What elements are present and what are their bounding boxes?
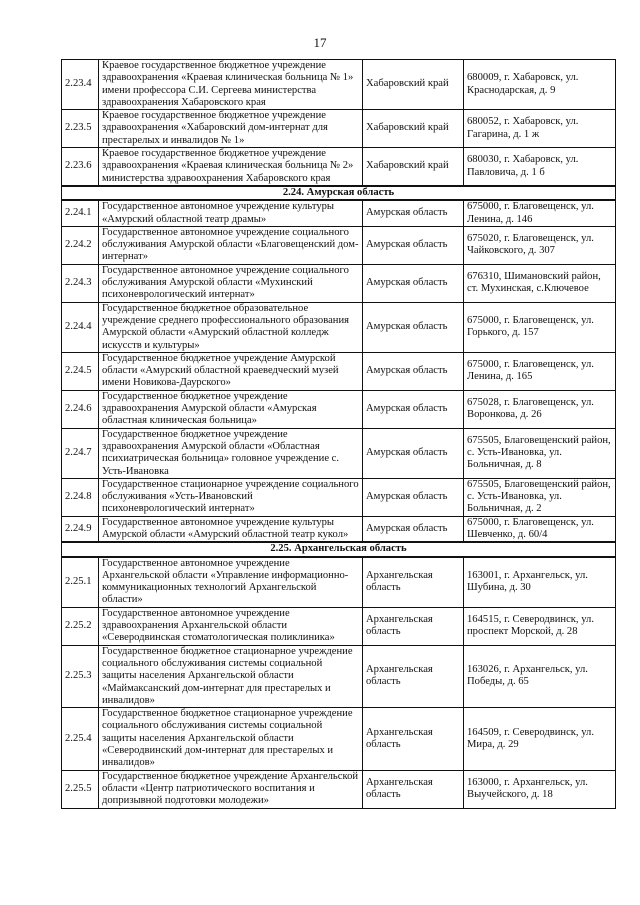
row-number: 2.23.6	[62, 148, 99, 186]
table-row	[62, 148, 616, 186]
address: 675000, г. Благовещенск, ул. Ленина, д. 146	[464, 200, 616, 226]
region-name: Хабаровский край	[363, 148, 464, 186]
organization-name: Краевое государственное бюджетное учреждение здравоохранения «Хабаровский дом-интернат для престарелых и инвалидов № 1»	[99, 110, 363, 148]
region-name: Амурская область	[363, 200, 464, 226]
row-number: 2.25.2	[62, 607, 99, 645]
registry-table-body	[62, 60, 616, 809]
section-heading-row	[62, 186, 616, 200]
organization-name: Краевое государственное бюджетное учреждение здравоохранения «Краевая клиническая больница № 1» имени профессора С.И. Сергеева министерства здравоохранения Хабаровского края	[99, 60, 363, 110]
organization-name: Государственное бюджетное стационарное учреждение социального обслуживания системы социальной защиты населения Архангельской области «Маймаксанский дом-интернат для престарелых и инвалидов»	[99, 645, 363, 707]
organization-name: Государственное автономное учреждение культуры Амурской области «Амурский областной театр кукол»	[99, 516, 363, 542]
table-row	[62, 390, 616, 428]
section-heading-row	[62, 542, 616, 556]
organization-name: Государственное бюджетное учреждение здравоохранения Амурской области «Областная психиатрическая больница» головное учреждение с. Усть-Ивановка	[99, 428, 363, 478]
organization-name: Государственное стационарное учреждение социального обслуживания «Усть-Ивановский психоневрологический интернат»	[99, 478, 363, 516]
region-name: Амурская область	[363, 302, 464, 352]
row-number: 2.24.9	[62, 516, 99, 542]
table-row	[62, 226, 616, 264]
row-number: 2.24.3	[62, 264, 99, 302]
address: 675000, г. Благовещенск, ул. Горького, д. 157	[464, 302, 616, 352]
address: 163026, г. Архангельск, ул. Победы, д. 65	[464, 645, 616, 707]
address: 680030, г. Хабаровск, ул. Павловича, д. 1 б	[464, 148, 616, 186]
address: 675505, Благовещенский район, с. Усть-Ивановка, ул. Больничная, д. 2	[464, 478, 616, 516]
table-row	[62, 60, 616, 110]
table-row	[62, 607, 616, 645]
table-row	[62, 352, 616, 390]
address: 163001, г. Архангельск, ул. Шубина, д. 30	[464, 557, 616, 608]
organization-name: Государственное бюджетное стационарное учреждение социального обслуживания системы социальной защиты населения Архангельской области «Северодвинский дом-интернат для престарелых и инвалидов»	[99, 708, 363, 770]
address: 675020, г. Благовещенск, ул. Чайковского, д. 307	[464, 226, 616, 264]
row-number: 2.24.4	[62, 302, 99, 352]
organization-name: Государственное бюджетное учреждение Амурской области «Амурский областной краеведческий музей имени Новикова-Даурского»	[99, 352, 363, 390]
region-name: Амурская область	[363, 264, 464, 302]
region-name: Амурская область	[363, 352, 464, 390]
address: 680052, г. Хабаровск, ул. Гагарина, д. 1 ж	[464, 110, 616, 148]
organization-name: Государственное автономное учреждение социального обслуживания Амурской области «Мухинский психоневрологический интернат»	[99, 264, 363, 302]
section-heading: 2.25. Архангельская область	[62, 542, 616, 556]
organization-name: Государственное автономное учреждение Архангельской области «Управление информационно-коммуникационных технологий Архангельской области»	[99, 557, 363, 608]
region-name: Амурская область	[363, 428, 464, 478]
address: 676310, Шимановский район, ст. Мухинская, с.Ключевое	[464, 264, 616, 302]
row-number: 2.25.3	[62, 645, 99, 707]
row-number: 2.24.5	[62, 352, 99, 390]
organization-name: Государственное бюджетное образовательное учреждение среднего профессионального образования Амурской области «Амурский областной колледж искусств и культуры»	[99, 302, 363, 352]
region-name: Амурская область	[363, 516, 464, 542]
address: 675000, г. Благовещенск, ул. Шевченко, д. 60/4	[464, 516, 616, 542]
address: 675000, г. Благовещенск, ул. Ленина, д. 165	[464, 352, 616, 390]
region-name: Амурская область	[363, 478, 464, 516]
organization-name: Государственное автономное учреждение здравоохранения Архангельской области «Северодвинская стоматологическая поликлиника»	[99, 607, 363, 645]
organization-name: Государственное бюджетное учреждение здравоохранения Амурской области «Амурская областная клиническая больница»	[99, 390, 363, 428]
table-row	[62, 302, 616, 352]
table-row	[62, 708, 616, 770]
table-row	[62, 110, 616, 148]
table-row	[62, 645, 616, 707]
table-row	[62, 200, 616, 226]
table-row	[62, 516, 616, 542]
organization-name: Государственное бюджетное учреждение Архангельской области «Центр патриотического воспитания и допризывной подготовки молодежи»	[99, 770, 363, 808]
row-number: 2.25.5	[62, 770, 99, 808]
region-name: Хабаровский край	[363, 110, 464, 148]
row-number: 2.24.2	[62, 226, 99, 264]
address: 163000, г. Архангельск, ул. Выучейского, д. 18	[464, 770, 616, 808]
address: 675028, г. Благовещенск, ул. Воронкова, д. 26	[464, 390, 616, 428]
row-number: 2.25.4	[62, 708, 99, 770]
address: 164509, г. Северодвинск, ул. Мира, д. 29	[464, 708, 616, 770]
region-name: Амурская область	[363, 390, 464, 428]
table-row	[62, 264, 616, 302]
section-heading: 2.24. Амурская область	[62, 186, 616, 200]
row-number: 2.24.6	[62, 390, 99, 428]
row-number: 2.25.1	[62, 557, 99, 608]
row-number: 2.23.4	[62, 60, 99, 110]
organization-name: Государственное автономное учреждение культуры «Амурский областной театр драмы»	[99, 200, 363, 226]
page-number: 17	[313, 35, 327, 50]
address: 164515, г. Северодвинск, ул. проспект Морской, д. 28	[464, 607, 616, 645]
table-row	[62, 770, 616, 808]
region-name: Хабаровский край	[363, 60, 464, 110]
table-row	[62, 478, 616, 516]
region-name: Архангельская область	[363, 770, 464, 808]
registry-table	[61, 59, 616, 809]
region-name: Архангельская область	[363, 708, 464, 770]
region-name: Архангельская область	[363, 607, 464, 645]
row-number: 2.23.5	[62, 110, 99, 148]
row-number: 2.24.1	[62, 200, 99, 226]
row-number: 2.24.8	[62, 478, 99, 516]
organization-name: Краевое государственное бюджетное учреждение здравоохранения «Краевая клиническая больница № 2» министерства здравоохранения Хабаровского края	[99, 148, 363, 186]
row-number: 2.24.7	[62, 428, 99, 478]
region-name: Амурская область	[363, 226, 464, 264]
address: 675505, Благовещенский район, с. Усть-Ивановка, ул. Больничная, д. 8	[464, 428, 616, 478]
table-row	[62, 428, 616, 478]
address: 680009, г. Хабаровск, ул. Краснодарская, д. 9	[464, 60, 616, 110]
region-name: Архангельская область	[363, 557, 464, 608]
organization-name: Государственное автономное учреждение социального обслуживания Амурской области «Благовещенский дом-интернат»	[99, 226, 363, 264]
table-row	[62, 557, 616, 608]
region-name: Архангельская область	[363, 645, 464, 707]
